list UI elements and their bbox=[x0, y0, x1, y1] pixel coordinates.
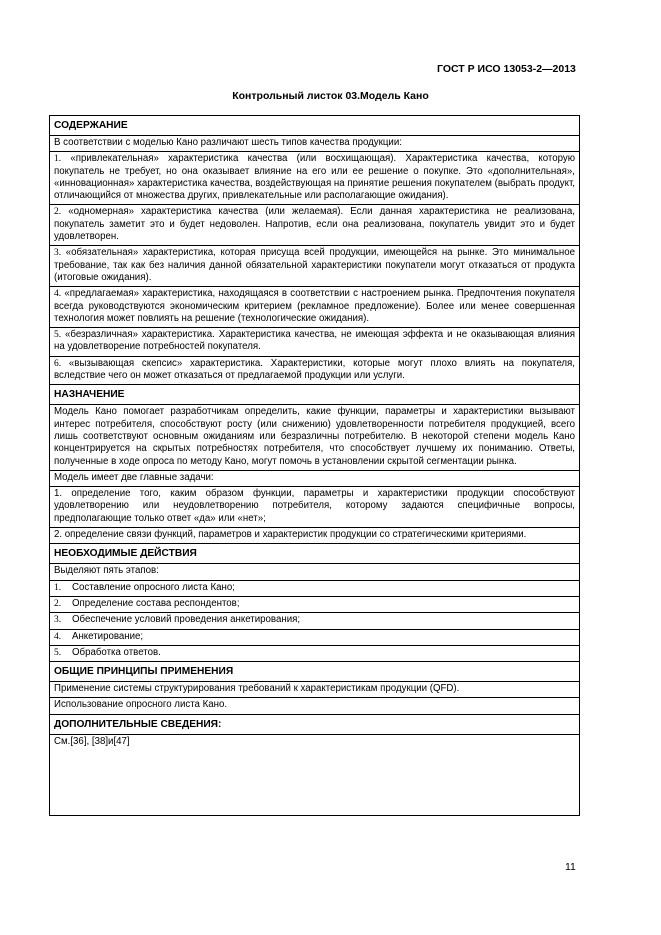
content-intro: В соответствии с моделью Кано различают шесть типов качества продукции: bbox=[50, 136, 579, 152]
actions-section bbox=[50, 544, 579, 662]
item-text: «обязательная» характеристика, которая присуща всей продукции, имеющейся на рынке. Это минимальное требование, так как без наличия данной обязательной характеристики покупатели могут отказаться от продукта (итоговые ожидания). bbox=[54, 247, 575, 283]
references: См.[36], [38]и[47] bbox=[54, 735, 130, 747]
item-text: «вызывающая скепсис» характеристика. Характеристики, которые могут плохо влиять на покупателя, вследствие чего он может отказаться от предлагаемой продукции или услуги. bbox=[54, 357, 575, 382]
principle-item: Использование опросного листа Кано. bbox=[54, 699, 228, 711]
item-number: 4. bbox=[54, 289, 62, 300]
quality-type-item bbox=[50, 357, 579, 385]
content-section bbox=[50, 116, 579, 385]
extra-info-section bbox=[50, 715, 579, 750]
action-step bbox=[50, 597, 579, 613]
quality-type-item bbox=[50, 287, 579, 328]
action-step bbox=[50, 646, 579, 661]
action-step bbox=[50, 630, 579, 646]
item-number: 5. bbox=[54, 330, 62, 341]
checklist-table bbox=[49, 115, 580, 816]
item-text: «безразличная» характеристика. Характеристика качества, не имеющая эффекта и не оказывающая влияния на удовлетворение потребностей покупателя. bbox=[54, 329, 575, 353]
quality-type-item bbox=[50, 205, 579, 246]
step-number: 3. bbox=[54, 615, 62, 626]
step-text: Обработка ответов. bbox=[72, 646, 161, 658]
task-item: 2. определение связи функций, параметров и характеристик продукции со стратегическими критериями. bbox=[54, 529, 527, 541]
extra-info-heading: ДОПОЛНИТЕЛЬНЫЕ СВЕДЕНИЯ: bbox=[50, 715, 579, 735]
step-text: Анкетирование; bbox=[72, 630, 144, 642]
step-number: 5. bbox=[54, 647, 62, 658]
principles-section bbox=[50, 662, 579, 715]
actions-heading: НЕОБХОДИМЫЕ ДЕЙСТВИЯ bbox=[50, 544, 579, 564]
action-step bbox=[50, 613, 579, 629]
principles-heading: ОБЩИЕ ПРИНЦИПЫ ПРИМЕНЕНИЯ bbox=[50, 662, 579, 682]
step-number: 4. bbox=[54, 631, 62, 642]
step-number: 1. bbox=[54, 582, 62, 593]
quality-type-item bbox=[50, 246, 579, 287]
item-number: 2. bbox=[54, 207, 62, 218]
tasks-intro: Модель имеет две главные задачи: bbox=[50, 471, 579, 487]
quality-type-item bbox=[50, 152, 579, 205]
action-step bbox=[50, 581, 579, 597]
page-number: 11 bbox=[565, 861, 576, 873]
item-number: 6. bbox=[54, 358, 62, 369]
content-heading: СОДЕРЖАНИЕ bbox=[50, 116, 579, 136]
purpose-paragraph: Модель Кано помогает разработчикам определить, какие функции, параметры и характеристики вызывают интерес потребителя, способствуют росту (или снижению) удовлетворенности потребителя продукцией, всего лишь соответствуют основным ожиданиям или безразличны потребителю. В некоторой степени модель Кано концентрируется на скрытых потребностях потребителя, что способствует лучшему их пониманию. Ответы, полученные в ходе опроса по методу Кано, могут помочь в установлении скрытой сегментации рынка. bbox=[50, 405, 579, 470]
actions-intro: Выделяют пять этапов: bbox=[50, 564, 579, 580]
item-text: «привлекательная» характеристика качества (или восхищающая). Характеристика качества, которую покупатель не требует, но она оказывает влияние на его или ее решение о покупке. Это «дополнительная», «инновационная» характеристика качества, воздействующая на принятие решения покупателем (выбрать продукт, отличающийся от множества других, привлекательные или располагающие ожидания). bbox=[54, 153, 575, 202]
standard-number: ГОСТ Р ИСО 13053-2—2013 bbox=[437, 63, 576, 75]
page-title: Контрольный листок 03.Модель Кано bbox=[232, 90, 429, 102]
step-text: Определение состава респондентов; bbox=[72, 597, 240, 609]
quality-type-item bbox=[50, 328, 579, 357]
step-number: 2. bbox=[54, 598, 62, 609]
item-text: «предлагаемая» характеристика, находящаяся в соответствии с настроением рынка. Предпочтения покупателя всегда руководствуются экономическим критерием (рекламное предложение). Более или менее совершенная технология может повлиять на решение (технологические ожидания). bbox=[54, 288, 575, 324]
step-text: Составление опросного листа Кано; bbox=[72, 581, 235, 593]
purpose-section bbox=[50, 385, 579, 544]
task-item: 1. определение того, каким образом функции, параметры и характеристики продукции способствуют удовлетворению или неудовлетворению потребителя, которому задаются специфичные вопросы, предполагающие только ответ «да» или «нет»; bbox=[50, 487, 579, 528]
principle-item: Применение системы структурирования требований к характеристикам продукции (QFD). bbox=[50, 682, 579, 698]
item-text: «одномерная» характеристика качества (или желаемая). Если данная характеристика не реализована, покупатель заметит это и будет недоволен. Напротив, если она реализована, покупатель увидит это и будет удовлетворен. bbox=[54, 206, 575, 243]
purpose-heading: НАЗНАЧЕНИЕ bbox=[50, 385, 579, 405]
item-number: 3. bbox=[54, 248, 62, 259]
step-text: Обеспечение условий проведения анкетирования; bbox=[72, 614, 301, 626]
item-number: 1. bbox=[54, 154, 62, 165]
